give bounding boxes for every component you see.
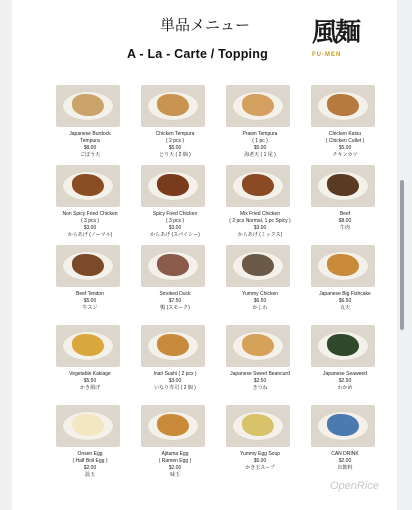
food-shape	[242, 334, 274, 356]
menu-item-texts	[307, 291, 383, 312]
logo-glyph: 風麺	[312, 18, 359, 48]
menu-item	[222, 165, 298, 247]
menu-item-name: Yummy Chicken	[241, 291, 279, 297]
menu-item-price: $5.00	[253, 458, 267, 464]
menu-item	[222, 325, 298, 407]
food-photo	[311, 165, 375, 207]
page-title-en: A - La - Carte / Topping	[127, 47, 268, 61]
food-shape	[242, 254, 274, 276]
menu-item-name: Yummy Egg Soup	[239, 451, 281, 457]
menu-item	[52, 245, 128, 327]
menu-item-detail: Tempura	[80, 138, 100, 144]
menu-item-name-jp: 温玉	[84, 472, 95, 478]
menu-item-name: Ajitama Egg	[161, 451, 189, 457]
food-shape	[157, 334, 189, 356]
menu-item-texts	[222, 131, 298, 159]
menu-item	[137, 245, 213, 327]
food-photo	[56, 245, 120, 287]
menu-item-texts	[137, 451, 213, 479]
food-photo	[141, 245, 205, 287]
food-photo	[56, 325, 120, 367]
menu-item	[307, 85, 383, 167]
menu-item-detail: ( 3 pcs )	[165, 218, 185, 224]
menu-item-texts	[52, 131, 128, 159]
scrollbar[interactable]	[400, 180, 404, 330]
menu-item-name: Japanese Seaweed	[323, 371, 367, 377]
menu-item-name-jp: 牛肉	[339, 225, 350, 231]
food-shape	[157, 94, 189, 116]
menu-item-texts	[307, 451, 383, 472]
menu-item	[307, 245, 383, 327]
menu-item	[222, 245, 298, 327]
food-photo	[56, 85, 120, 127]
menu-page	[12, 0, 397, 510]
menu-item-price: $2.50	[338, 378, 352, 384]
food-photo	[141, 85, 205, 127]
menu-item-name: Prawn Tempura	[242, 131, 278, 137]
menu-item-name-jp: 缶飲料	[337, 465, 353, 471]
menu-item	[307, 405, 383, 487]
menu-item	[137, 325, 213, 407]
food-shape	[157, 414, 189, 436]
menu-item-name: Chicken Tempura	[155, 131, 195, 137]
menu-item-texts	[222, 371, 298, 392]
food-shape	[72, 94, 104, 116]
food-photo	[226, 85, 290, 127]
menu-item-name: Inari Sushi ( 2 pcs )	[153, 371, 197, 377]
menu-item-texts	[137, 291, 213, 312]
menu-item-texts	[137, 371, 213, 392]
food-photo	[226, 325, 290, 367]
menu-item-name: Smoked Duck	[159, 291, 191, 297]
menu-item-name-jp: 鴨 (スモーク)	[160, 305, 190, 311]
food-photo	[56, 405, 120, 447]
menu-item-texts	[52, 371, 128, 392]
menu-item-name-jp: かき玉スープ	[245, 465, 275, 471]
menu-item-name-jp: からあげ (ノーマル)	[67, 232, 113, 238]
menu-item-texts	[222, 211, 298, 239]
food-shape	[327, 334, 359, 356]
menu-item-price: $3.00	[253, 225, 267, 231]
menu-item-price: $7.50	[168, 298, 182, 304]
menu-item-name: Non Spicy Fried Chicken	[62, 211, 118, 217]
food-photo	[226, 245, 290, 287]
menu-item-name-jp: わかめ	[337, 385, 353, 391]
menu-item-name-jp: 海老天 ( 1 尾 )	[244, 152, 276, 158]
food-shape	[242, 414, 274, 436]
menu-item-name-jp: からあげ (スパイシー)	[150, 232, 200, 238]
menu-item-name-jp: 牛スジ	[82, 305, 98, 311]
menu-item-price: $5.00	[83, 298, 97, 304]
menu-item-detail: ( 2 pcs )	[165, 138, 185, 144]
watermark-text: OpenRice	[330, 480, 379, 492]
menu-item-detail: ( Half Boil Egg )	[72, 458, 108, 464]
menu-item-name: Vegetable Kakiage	[69, 371, 111, 377]
food-shape	[242, 94, 274, 116]
menu-item-name-jp: ごぼう天	[79, 152, 100, 158]
menu-item-name-jp: 丸天	[339, 305, 350, 311]
menu-item-price: $3.00	[168, 378, 182, 384]
menu-item-price: $3.00	[168, 225, 182, 231]
menu-item-name-jp: いなり寿司 ( 2 個 )	[154, 385, 196, 391]
menu-item-name-jp: からあげ (ミックス)	[237, 232, 283, 238]
menu-item	[52, 85, 128, 167]
menu-item-detail: ( Chicken Cutlet )	[325, 138, 365, 144]
menu-item-name-jp: 味玉	[169, 472, 180, 478]
menu-item-name-jp: とり天 ( 2 個 )	[159, 152, 191, 158]
logo-subtitle: FU-MEN	[312, 52, 342, 58]
menu-item-texts	[137, 131, 213, 159]
food-photo	[226, 405, 290, 447]
menu-item-name-jp: チキンカツ	[332, 152, 358, 158]
page-title-jp: 単品メニュー	[160, 16, 251, 34]
food-shape	[327, 174, 359, 196]
menu-item-name-jp: きつね	[252, 385, 268, 391]
menu-item-price: $6.50	[338, 298, 352, 304]
menu-item	[137, 165, 213, 247]
menu-item-texts	[52, 291, 128, 312]
menu-item-texts	[137, 211, 213, 239]
menu-item	[52, 325, 128, 407]
menu-item-texts	[222, 451, 298, 472]
menu-item	[222, 85, 298, 167]
food-photo	[141, 405, 205, 447]
menu-item-detail: ( Ramen Egg )	[158, 458, 192, 464]
menu-item-name: Beef Tendon	[76, 291, 104, 297]
food-shape	[72, 254, 104, 276]
menu-item	[307, 325, 383, 407]
menu-item-name: Mix Fried Chicken	[239, 211, 280, 217]
menu-item-texts	[52, 211, 128, 239]
menu-item	[307, 165, 383, 247]
menu-item	[52, 405, 128, 487]
menu-item-detail: ( 2 pcs Normal, 1 pc Spicy )	[229, 218, 291, 224]
menu-item	[137, 85, 213, 167]
menu-item-name: Beef	[339, 211, 351, 217]
food-photo	[311, 85, 375, 127]
menu-item-texts	[307, 371, 383, 392]
menu-item-price: $2.00	[168, 465, 182, 471]
menu-item	[137, 405, 213, 487]
food-photo	[56, 165, 120, 207]
menu-item-price: $8.00	[338, 218, 352, 224]
menu-item-price: $2.00	[338, 458, 352, 464]
menu-item-name-jp: かしわ	[252, 305, 268, 311]
menu-item	[222, 405, 298, 487]
food-photo	[141, 325, 205, 367]
menu-item-texts	[52, 451, 128, 479]
menu-item-name: Spicy Fried Chicken	[152, 211, 198, 217]
menu-grid	[52, 85, 392, 505]
menu-item-name: Japanese Big Fishcake	[319, 291, 371, 297]
food-shape	[327, 414, 359, 436]
menu-item-name: CAN DRINK	[331, 451, 359, 457]
food-photo	[311, 405, 375, 447]
menu-item-name: Japanese Sweet Beancurd	[230, 371, 290, 377]
menu-item	[52, 165, 128, 247]
food-shape	[327, 254, 359, 276]
food-shape	[157, 254, 189, 276]
food-shape	[72, 334, 104, 356]
menu-item-price: $5.00	[168, 145, 182, 151]
food-shape	[327, 94, 359, 116]
menu-item-name: Japanese Burdock	[69, 131, 111, 137]
food-shape	[72, 174, 104, 196]
food-photo	[311, 245, 375, 287]
food-shape	[157, 174, 189, 196]
menu-item-price: $6.50	[253, 298, 267, 304]
menu-item-price: $5.00	[253, 145, 267, 151]
food-photo	[311, 325, 375, 367]
menu-item-texts	[307, 211, 383, 232]
menu-item-name: Onsen Egg	[77, 451, 103, 457]
fu-men-logo	[312, 18, 362, 66]
menu-item-texts	[222, 291, 298, 312]
food-photo	[226, 165, 290, 207]
menu-item-price: $3.00	[83, 225, 97, 231]
menu-item-price: $2.00	[83, 465, 97, 471]
menu-item-price: $2.50	[253, 378, 267, 384]
menu-item-price: $5.50	[83, 378, 97, 384]
food-shape	[242, 174, 274, 196]
food-shape	[72, 414, 104, 436]
menu-item-name-jp: かき揚げ	[79, 385, 100, 391]
food-photo	[141, 165, 205, 207]
menu-item-price: $8.00	[83, 145, 97, 151]
menu-item-detail: ( 1 pc )	[252, 138, 268, 144]
menu-item-name: Chicken Katsu	[328, 131, 362, 137]
menu-item-detail: ( 3 pcs )	[80, 218, 100, 224]
menu-item-price: $5.00	[338, 145, 352, 151]
menu-item-texts	[307, 131, 383, 159]
